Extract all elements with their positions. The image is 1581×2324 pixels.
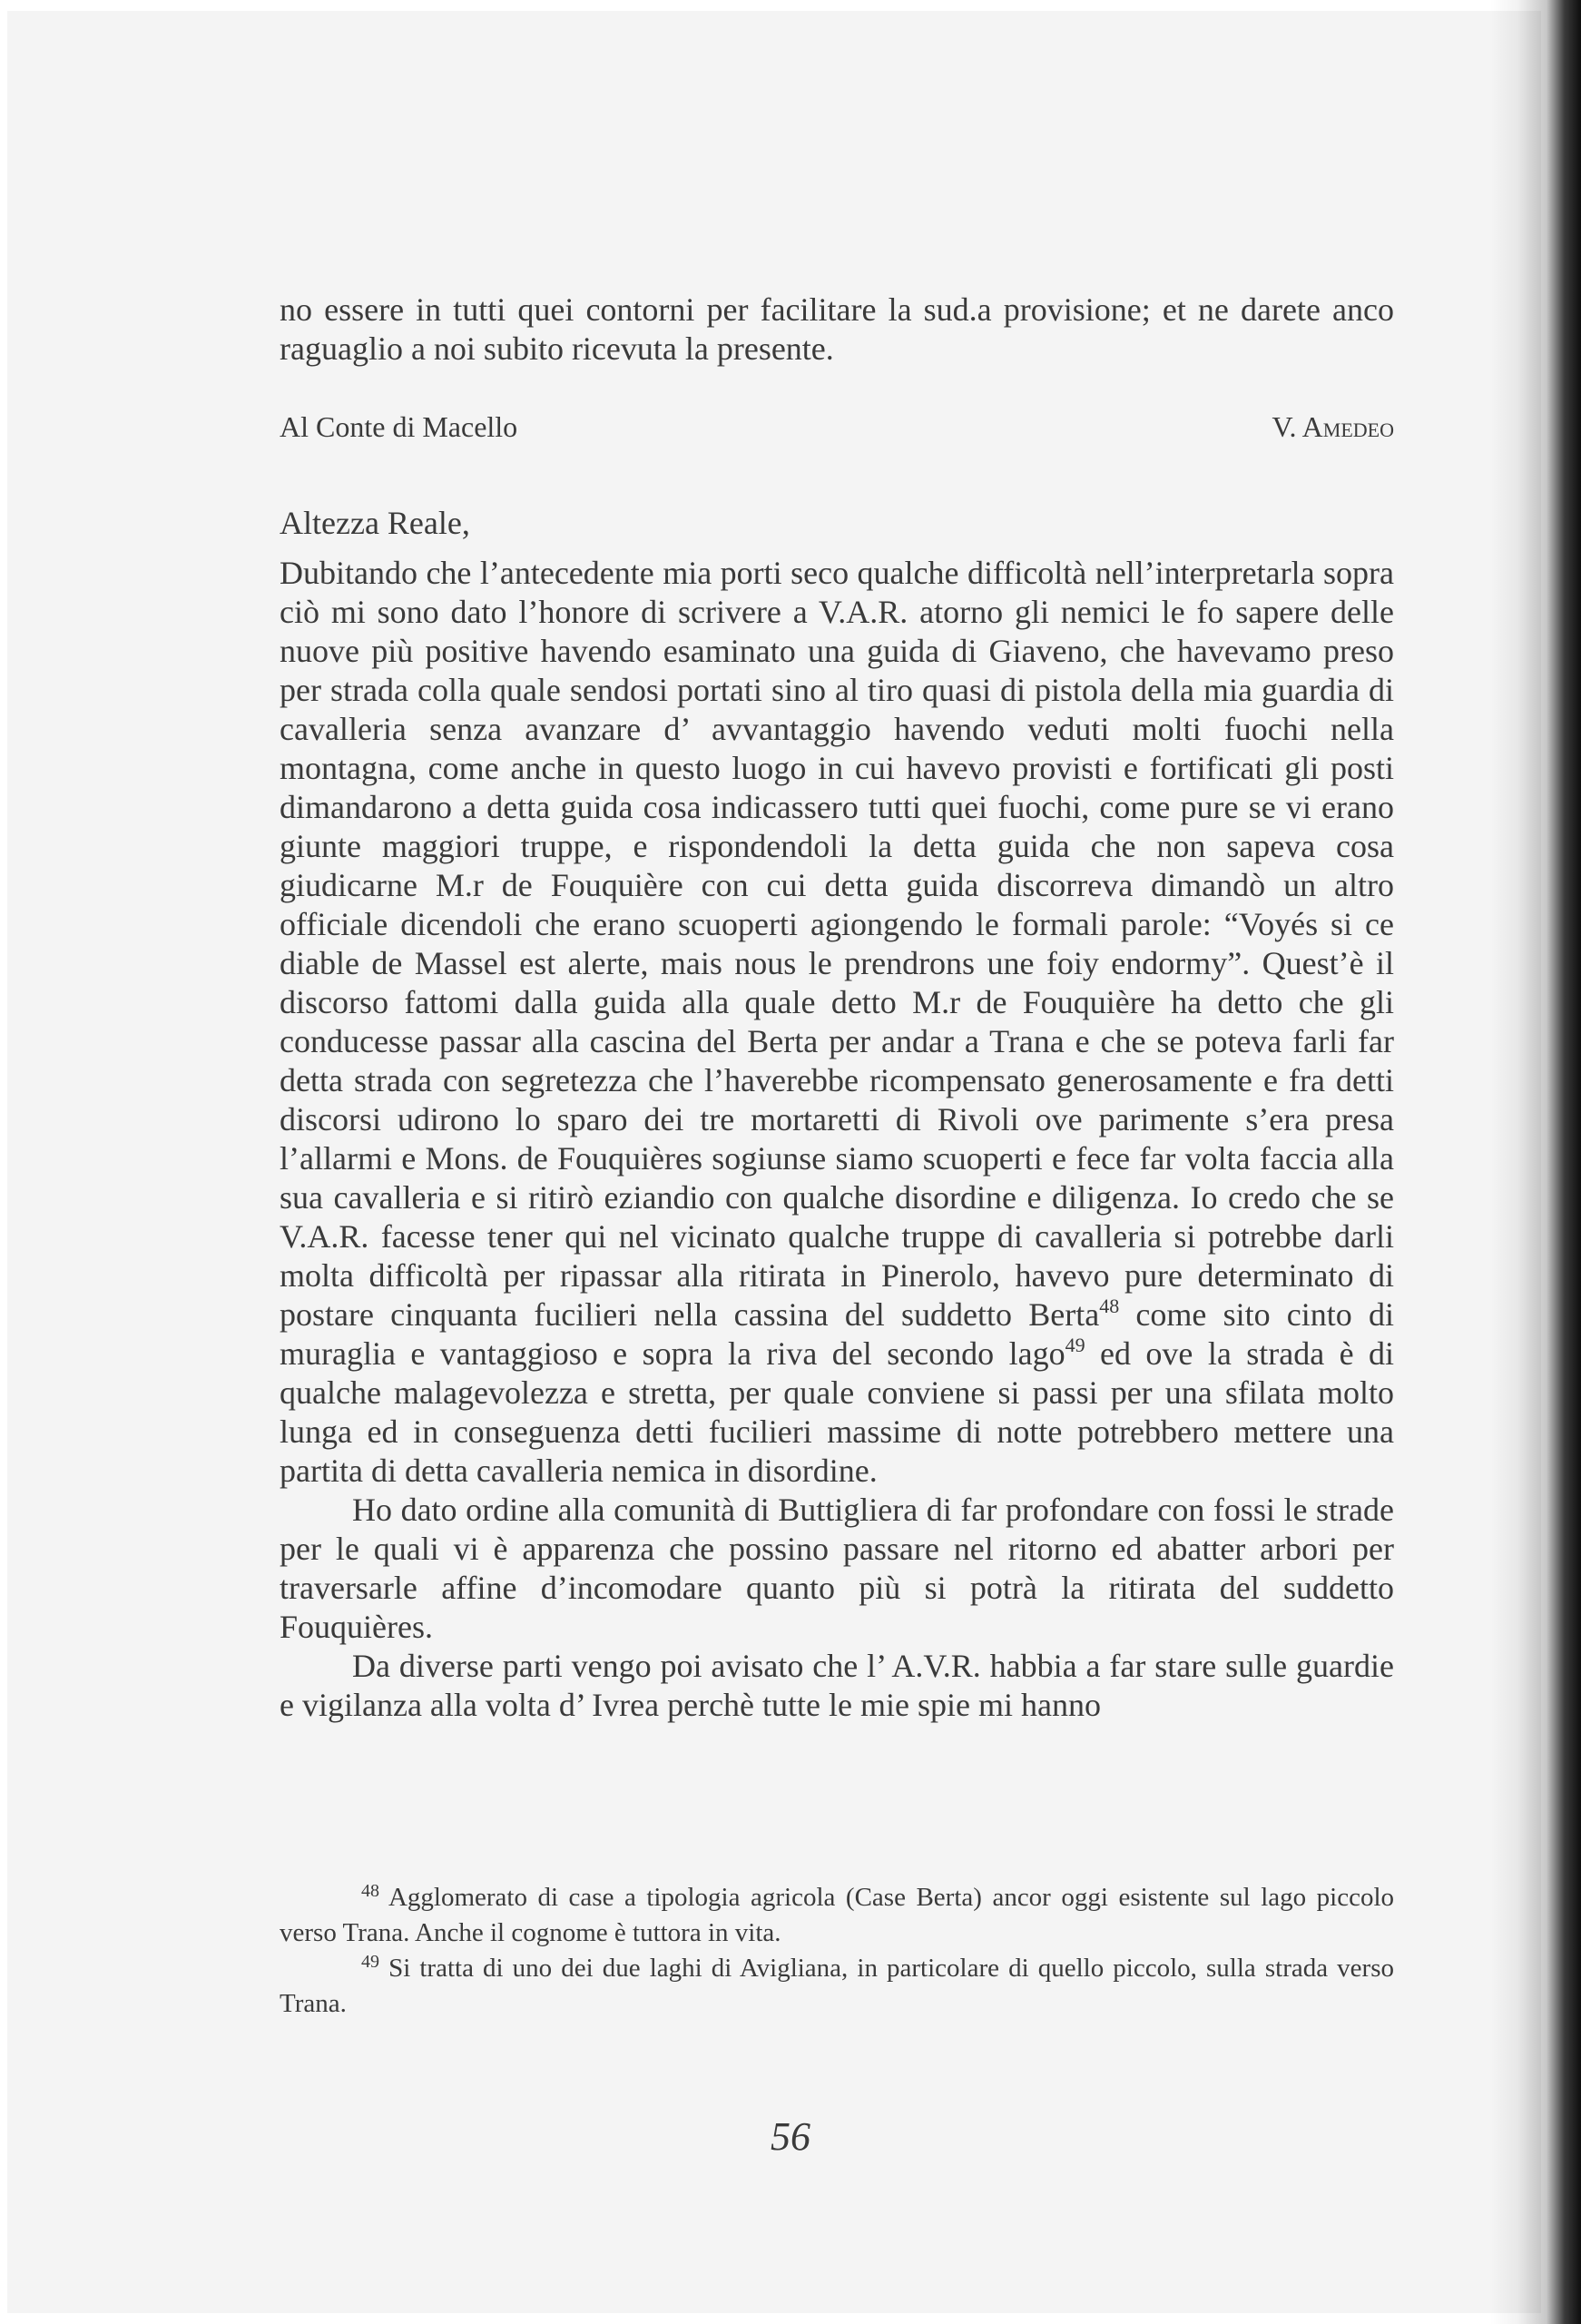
top-paragraph <box>280 290 1394 369</box>
salutation: Altezza Reale, <box>280 505 470 541</box>
footnotes <box>280 1880 1394 2022</box>
body-paragraph-2: Ho dato ordine alla comunità di Buttigliera di far profondare con fossi le strade per le quali vi è apparenza che possino passare nel ritorno ed abatter arbori per traversarle affine d’incomodare quanto più si potrà la ritirata del suddetto Fouquières. <box>280 1492 1394 1645</box>
letter-body <box>280 554 1394 1725</box>
footnote-49 <box>280 1951 1394 2022</box>
body-p1-part-c: ed ove la strada è di qualche malagevolezza e stretta, per quale conviene si passi per una sfilata molto lunga ed in conseguenza detti fucilieri massime di notte potrebbero mettere una partita di detta cavalleria nemica in disordine. <box>280 1335 1395 1489</box>
footnote-49-text: Si tratta di uno dei due laghi di Avigliana, in particolare di quello piccolo, sulla strada verso Trana. <box>280 1954 1394 2018</box>
top-paragraph-text: no essere in tutti quei contorni per facilitare la sud.a provisione; et ne darete anco raguaglio a noi subito ricevuta la presente. <box>280 291 1394 367</box>
footnote-ref-49: 49 <box>1065 1334 1085 1356</box>
body-p1-part-b: come sito cinto di muraglia e vantaggioso e sopra la riva del secondo lago <box>280 1296 1394 1372</box>
footnote-48-number: 48 <box>361 1881 379 1901</box>
footnote-48 <box>280 1880 1394 1951</box>
footnote-ref-48: 48 <box>1099 1295 1120 1317</box>
letter-signature: V. Amedeo <box>1272 410 1394 443</box>
page-number: 56 <box>771 2114 810 2159</box>
body-paragraph-1 <box>280 554 1394 1491</box>
body-paragraph-3: Da diverse parti vengo poi avisato che l’ A.V.R. habbia a far stare sulle guardie e vigilanza alla volta d’ Ivrea perchè tutte le mie spie mi hanno <box>280 1648 1394 1723</box>
footnote-48-text: Agglomerato di case a tipologia agricola (Case Berta) ancor oggi esistente sul lago piccolo verso Trana. Anche il cognome è tuttora in vita. <box>280 1883 1395 1947</box>
letter-recipient: Al Conte di Macello <box>280 410 518 443</box>
footnote-49-number: 49 <box>361 1952 379 1972</box>
book-spine-shadow <box>1490 0 1581 2324</box>
body-p1-part-a: Dubitando che l’antecedente mia porti seco qualche difficoltà nell’interpretarla sopra ciò mi sono dato l’honore di scrivere a V.A.R. atorno gli nemici le fo sapere delle nuove più positive havendo esaminato una guida di Giaveno, che havevamo preso per strada colla quale sendosi portati sino al tiro quasi di pistola della mia guardia di cavalleria senza avanzare d’ avvantaggio havendo veduti molti fuochi nella montagna, come anche in questo luogo in cui havevo provisti e fortificati gli posti dimandarono a detta guida cosa indicassero tutti quei fuochi, come pure se vi erano giunte maggiori truppe, e rispondendoli la detta guida che non sapeva cosa giudicarne M.r de Fouquière con cui detta guida discorreva dimandò un altro officiale dicendoli che erano scuoperti agiongendo le formali parole: “Voyés si ce diable de Massel est alerte, mais nous le prendrons une foiy endormy”. Quest’è il discorso fattomi dalla guida alla quale detto M.r de Fouquière ha detto che gli conducesse passar alla cascina del Berta per andar a Trana e che se poteva farli far detta strada con segretezza che l’haverebbe ricompensato generosamente e fra detti discorsi udirono lo sparo dei tre mortaretti di Rivoli ove parimente s’era presa l’allarmi e Mons. de Fouquières sogiunse siamo scuoperti e fece far volta faccia alla sua cavalleria e si ritirò eziandio con qualche disordine e diligenza. Io credo che se V.A.R. facesse tener qui nel vicinato qualche truppe di cavalleria si potrebbe darli molta difficoltà per ripassar alla ritirata in Pinerolo, havevo pure determinato di postare cinquanta fucilieri nella cassina del suddetto Berta <box>280 555 1394 1333</box>
